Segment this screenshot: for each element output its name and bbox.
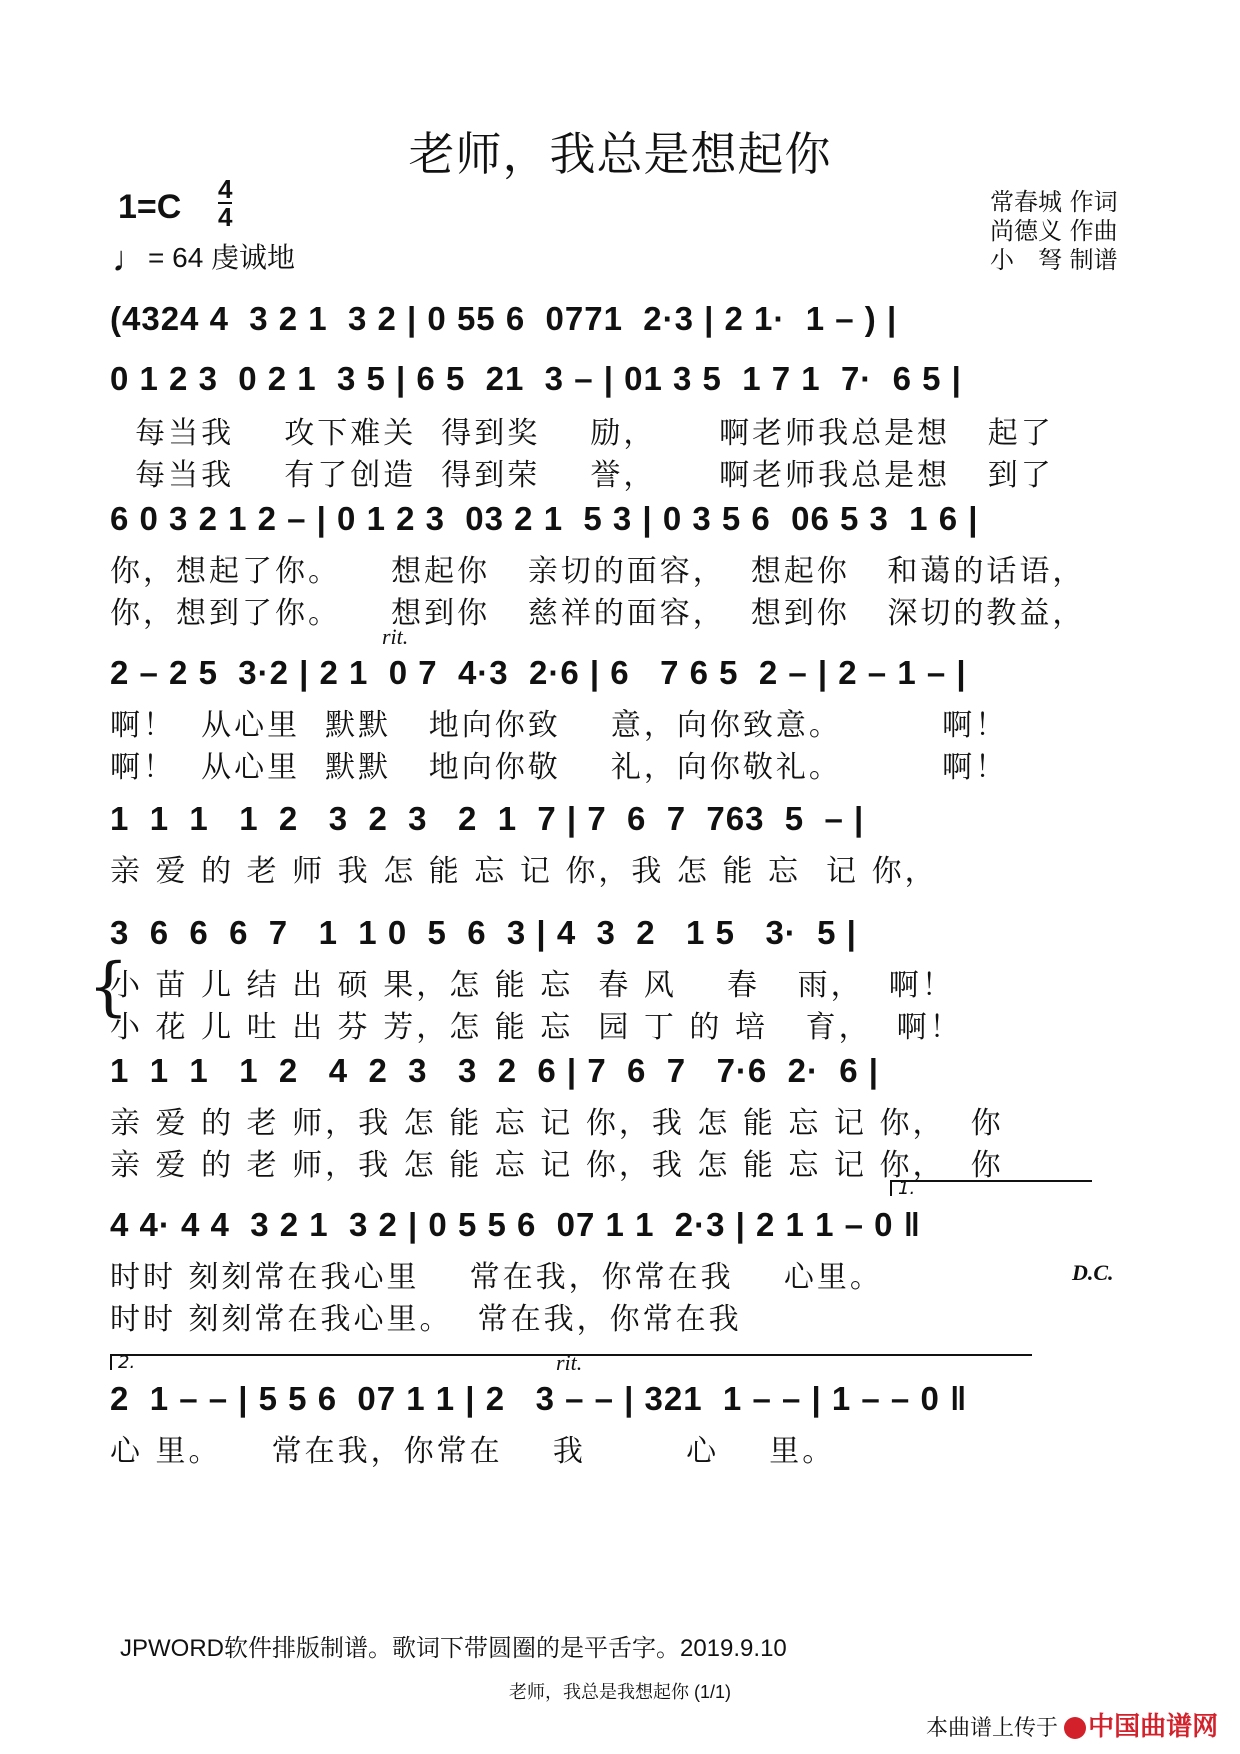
lyric-verse-1: 时时 刻刻常在我心里 常在我，你常在我 心里。 [110, 1260, 883, 1295]
lyric-verse-2: 亲 爱 的 老 师，我 怎 能 忘 记 你，我 怎 能 忘 记 你， 你 [110, 1148, 1004, 1183]
notation-line: 2 – 2 5 3·2 | 2 1 0 7 4·3 2·6 | 6 7 6 5 2 – | 2 – 1 – | [110, 654, 967, 691]
lyric-verse-1: 你，想起了你。 想起你 亲切的面容， 想起你 和蔼的话语， [110, 554, 1086, 589]
rit-marking: rit. [382, 624, 409, 649]
lyric-verse-1: 小 苗 儿 结 出 硕 果，怎 能 忘 春 风 春 雨， 啊！ [110, 968, 955, 1003]
site-brand: 中国曲谱网 [1088, 1711, 1219, 1741]
brace-icon: { [88, 950, 129, 1024]
volta-bracket-1 [890, 1178, 1092, 1199]
key-signature: 1=C [118, 188, 182, 226]
lyric-verse-2: 每当我 有了创造 得到荣 誉， 啊老师我总是想 到了 [110, 458, 1054, 493]
credits [990, 188, 1118, 275]
composer: 尚德义 作曲 [990, 217, 1118, 245]
notation-line: 6 0 3 2 1 2 – | 0 1 2 3 03 2 1 5 3 | 0 3 5 6 06 5 3 1 6 | [110, 500, 979, 537]
notation-line: 1 1 1 1 2 4 2 3 3 2 6 | 7 6 7 7·6 2· 6 | [110, 1052, 880, 1089]
notation-line: (4324 4 3 2 1 3 2 | 0 55 6 0771 2·3 | 2 1· 1 – ) | [110, 300, 898, 337]
volta-label: 2. [118, 1352, 136, 1373]
page-title: 老师，我总是想起你 [408, 127, 832, 181]
lyric-verse-1: 啊！ 从心里 默默 地向你致 意，向你致意。 啊！ [110, 708, 1009, 743]
upload-credit [926, 1706, 1218, 1743]
footer-note: JPWORD软件排版制谱。歌词下带圆圈的是平舌字。2019.9.10 [120, 1635, 787, 1662]
lyric-verse-2: 时时 刻刻常在我心里。 常在我，你常在我 [110, 1302, 742, 1337]
transcriber: 小 弩 制谱 [990, 246, 1118, 274]
notation-line: 2 1 – – | 5 5 6 07 1 1 | 2 3 – – | 321 1 – – | 1 – – 0 ‖ [110, 1380, 968, 1417]
notation-line: 3 6 6 6 7 1 1 0 5 6 3 | 4 3 2 1 5 3· 5 | [110, 914, 857, 951]
lyric-verse-1: 心 里。 常在我，你常在 我 心 里。 [110, 1434, 836, 1469]
upload-prefix: 本曲谱上传于 [926, 1715, 1059, 1740]
volta-label: 1. [898, 1178, 916, 1199]
notation-line: 1 1 1 1 2 3 2 3 2 1 7 | 7 6 7 763 5 – | [110, 800, 865, 837]
time-top: 4 [218, 174, 233, 204]
lyric-verse-2: 小 花 儿 吐 出 芬 芳，怎 能 忘 园 丁 的 培 育， 啊！ [110, 1010, 963, 1045]
notation-line: 4 4· 4 4 3 2 1 3 2 | 0 5 5 6 07 1 1 2·3 | 2 1 1 – 0 ‖ [110, 1206, 922, 1243]
rit-marking: rit. [556, 1350, 583, 1375]
quarter-note-icon: ♩ [112, 238, 148, 279]
dc-marking: D.C. [1072, 1260, 1114, 1285]
lyricist: 常春城 作词 [990, 188, 1118, 216]
lyric-verse-1: 每当我 攻下难关 得到奖 励， 啊老师我总是想 起了 [110, 416, 1054, 451]
page-number: 老师，我总是我想起你 (1/1) [508, 1682, 731, 1702]
time-bottom: 4 [218, 202, 233, 232]
tempo-text: = 64 虔诚地 [148, 242, 296, 273]
lyric-verse-2: 你，想到了你。 想到你 慈祥的面容， 想到你 深切的教益， [110, 596, 1086, 631]
notation-line: 0 1 2 3 0 2 1 3 5 | 6 5 21 3 – | 01 3 5 1 7 1 7· 6 5 | [110, 360, 962, 397]
site-logo-icon [1064, 1717, 1086, 1739]
lyric-verse-1: 亲 爱 的 老 师，我 怎 能 忘 记 你，我 怎 能 忘 记 你， 你 [110, 1106, 1004, 1141]
lyric-verse-2: 啊！ 从心里 默默 地向你敬 礼，向你敬礼。 啊！ [110, 750, 1009, 785]
tempo-marking [112, 236, 295, 280]
lyric-verse-1: 亲 爱 的 老 师 我 怎 能 忘 记 你，我 怎 能 忘 记 你， [110, 854, 938, 889]
time-signature [218, 174, 233, 232]
